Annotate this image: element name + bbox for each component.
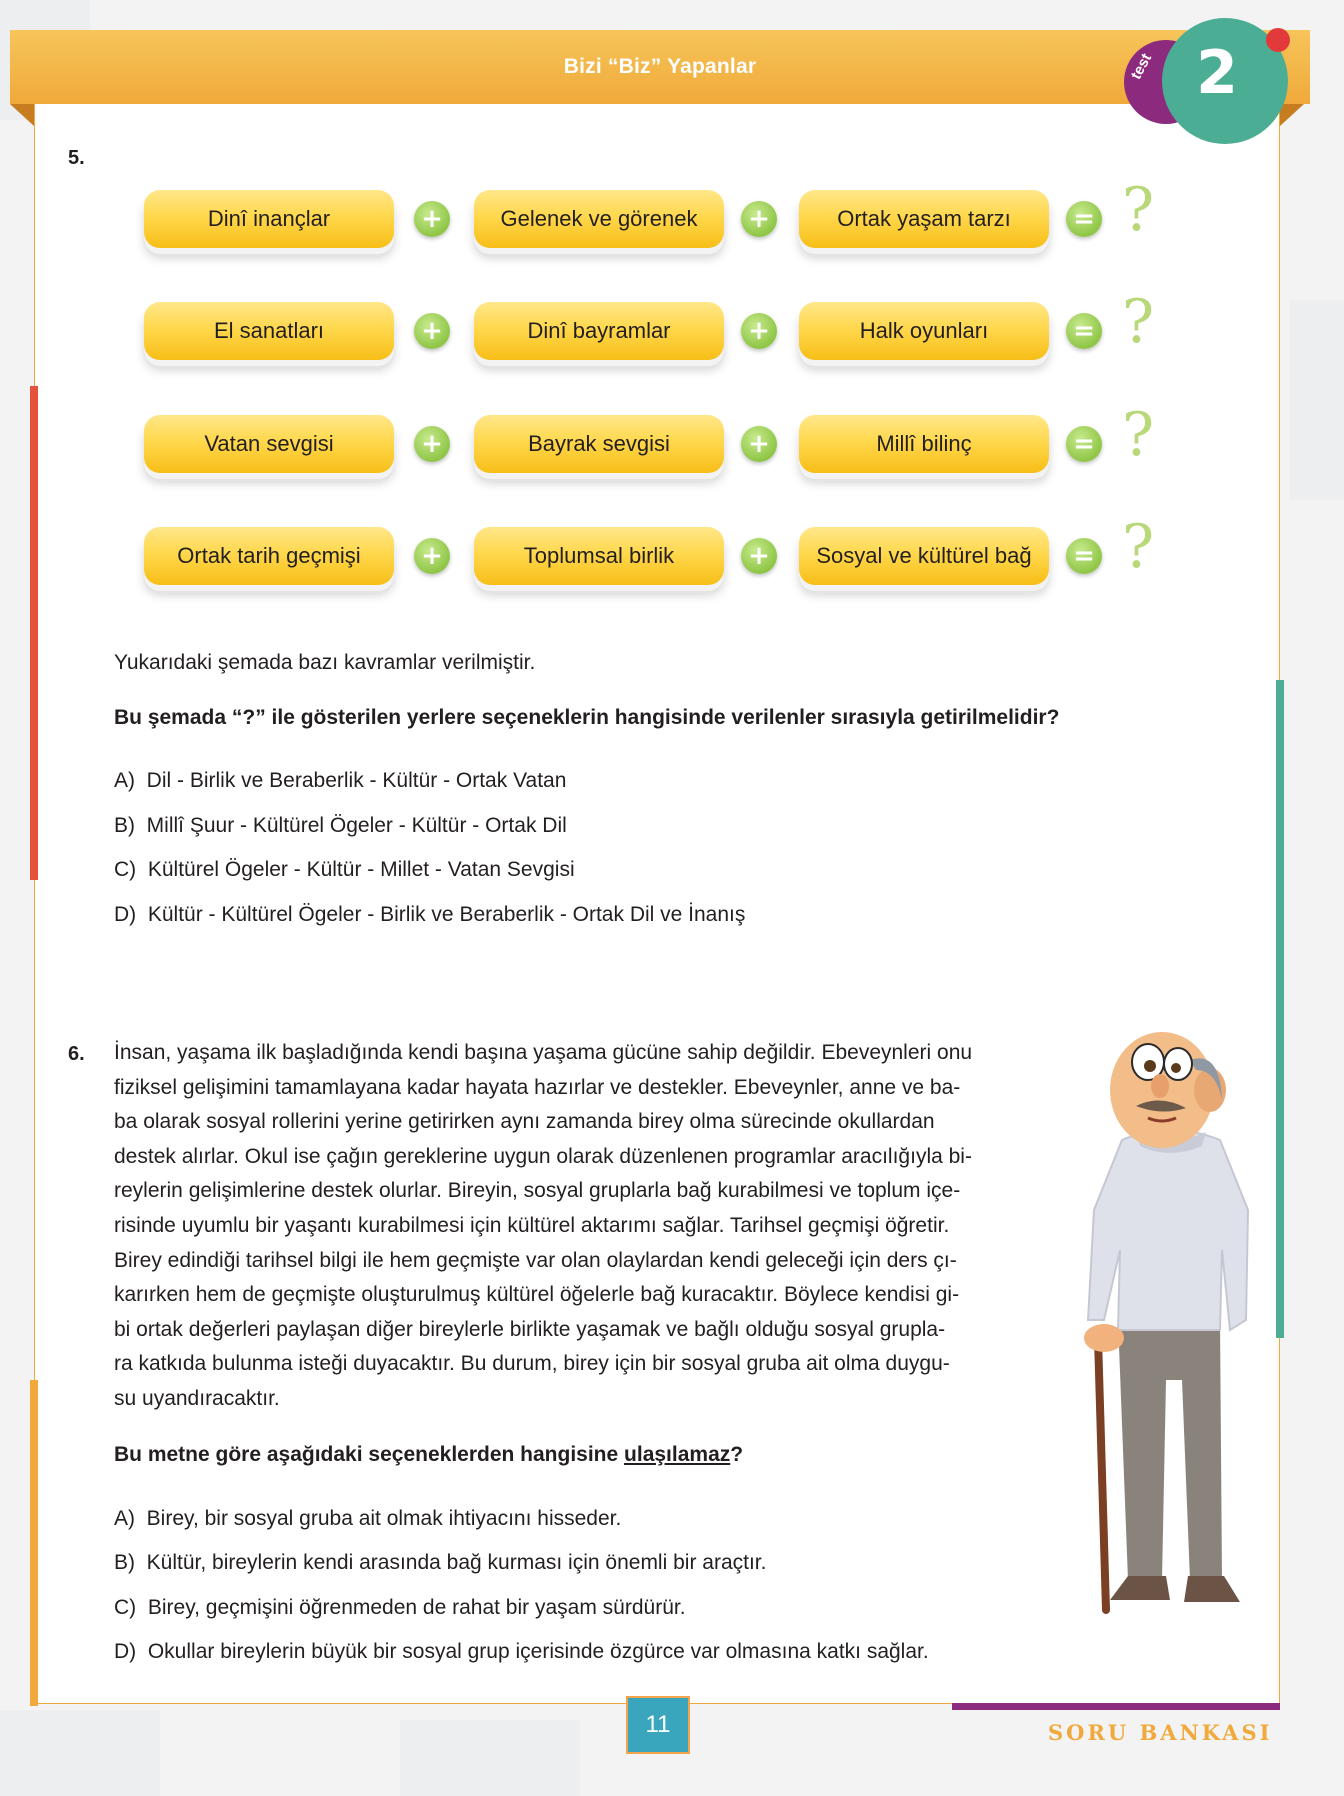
equals-icon: = [1066, 426, 1102, 462]
equals-icon: = [1066, 313, 1102, 349]
ribbon-fold-left [10, 104, 34, 126]
background-square [0, 1710, 160, 1796]
prompt-end: ? [730, 1443, 744, 1466]
test-label: test [1127, 50, 1156, 83]
passage-line: bi ortak değerleri paylaşan diğer bireylerle birlikte yaşamak ve bağlı olduğu sosyal grupla- [114, 1317, 946, 1341]
passage-line: karırken hem de geçmişte oluşturulmuş kültürel öğelerle bağ kuracaktır. Böylece kendisi gi- [114, 1283, 960, 1307]
question-6-option-c[interactable] [114, 1596, 686, 1620]
question-6-option-b[interactable] [114, 1551, 766, 1575]
prompt-underlined: ulaşılamaz [624, 1443, 731, 1466]
option-letter: D) [114, 1640, 137, 1663]
plus-icon: + [741, 426, 777, 462]
equals-icon: = [1066, 201, 1102, 237]
concept-pill: El sanatları [144, 302, 394, 360]
question-mark-icon: ? [1122, 175, 1155, 245]
concept-pill: Bayrak sevgisi [474, 415, 724, 473]
old-man-illustration-icon [1070, 1020, 1260, 1620]
red-dot-icon [1266, 28, 1290, 52]
passage-line: ba olarak sosyal rollerini yerine getirirken aynı zamanda birey olma sürecinde okullardan [114, 1110, 935, 1134]
question-5-prompt: Bu şemada “?” ile gösterilen yerlere seçeneklerin hangisinde verilenler sırasıyla getirilmelidir? [114, 706, 1060, 729]
plus-icon: + [741, 538, 777, 574]
left-orange-bar [30, 1380, 38, 1706]
question-5-option-c[interactable] [114, 858, 575, 882]
option-letter: A) [114, 1507, 135, 1530]
option-letter: B) [114, 1551, 135, 1574]
plus-icon: + [414, 313, 450, 349]
concept-pill: Ortak tarih geçmişi [144, 527, 394, 585]
passage-line: ra katkıda bulunma isteği duyacaktır. Bu durum, birey için bir sosyal gruba ait olma duygu- [114, 1352, 950, 1376]
passage-line: destek alırlar. Okul ise çağın gereklerine uygun olarak düzenlenen programlar aracılığıyla bi- [114, 1144, 972, 1168]
option-letter: C) [114, 858, 137, 881]
concept-pill: Gelenek ve görenek [474, 190, 724, 248]
plus-icon: + [414, 426, 450, 462]
passage-line: reylerin gelişimlerine destek olurlar. Bireyin, sosyal gruplarla bağ kurabilmesi ve toplum içe- [114, 1179, 961, 1203]
header-title: Bizi “Biz” Yapanlar [563, 55, 757, 78]
page-number: 11 [628, 1698, 688, 1752]
option-letter: A) [114, 769, 135, 792]
option-letter: D) [114, 903, 137, 926]
equals-icon: = [1066, 538, 1102, 574]
plus-icon: + [414, 201, 450, 237]
passage-line: İnsan, yaşama ilk başladığında kendi başına yaşama gücüne sahip değildir. Ebeveynleri onu [114, 1041, 973, 1064]
concept-pill: Toplumsal birlik [474, 527, 724, 585]
question-5-option-a[interactable] [114, 769, 566, 793]
test-number: 2 [1196, 38, 1238, 108]
question-5-number: 5. [68, 147, 85, 169]
concept-pill: Dinî bayramlar [474, 302, 724, 360]
question-6-passage [114, 1036, 1064, 1417]
concept-pill: Vatan sevgisi [144, 415, 394, 473]
question-mark-icon: ? [1122, 400, 1155, 470]
question-5-option-d[interactable] [114, 903, 745, 927]
question-6-number: 6. [68, 1043, 85, 1065]
option-text: Kültür - Kültürel Ögeler - Birlik ve Beraberlik - Ortak Dil ve İnanış [147, 903, 746, 926]
ribbon-fold-right [1280, 104, 1304, 126]
left-red-bar [30, 386, 38, 880]
concept-pill: Sosyal ve kültürel bağ [799, 527, 1049, 585]
option-letter: C) [114, 1596, 137, 1619]
footer-line [952, 1703, 1280, 1710]
option-text: Kültürel Ögeler - Kültür - Millet - Vatan Sevgisi [147, 858, 575, 881]
question-6-option-d[interactable] [114, 1640, 929, 1664]
question-5-intro: Yukarıdaki şemada bazı kavramlar verilmiştir. [114, 651, 536, 674]
concept-pill: Millî bilinç [799, 415, 1049, 473]
background-square [1290, 300, 1344, 500]
concept-pill: Ortak yaşam tarzı [799, 190, 1049, 248]
prompt-text: Bu metne göre aşağıdaki seçeneklerden hangisine [114, 1443, 625, 1466]
plus-icon: + [741, 313, 777, 349]
background-square [400, 1720, 580, 1796]
brand-label: SORU BANKASI [1048, 1720, 1273, 1745]
passage-line: risinde uyumlu bir yaşantı kurabilmesi için kültürel aktarımı sağlar. Tarihsel geçmişi öğretir. [114, 1213, 950, 1237]
passage-line: su uyandıracaktır. [114, 1386, 280, 1410]
passage-line: Birey edindiği tarihsel bilgi ile hem geçmişte var olan olaylardan kendi geleceği için ders çı- [114, 1248, 957, 1272]
passage-line: fiziksel gelişimini tamamlayana kadar hayata hazırlar ve destekler. Ebeveynler, anne ve ba- [114, 1075, 961, 1099]
concept-pill: Dinî inançlar [144, 190, 394, 248]
option-text: Dil - Birlik ve Beraberlik - Kültür - Ortak Vatan [146, 769, 567, 792]
option-text: Kültür, bireylerin kendi arasında bağ kurması için önemli bir araçtır. [146, 1551, 767, 1574]
option-letter: B) [114, 814, 135, 837]
question-5-option-b[interactable] [114, 814, 567, 838]
plus-icon: + [741, 201, 777, 237]
concept-pill: Halk oyunları [799, 302, 1049, 360]
right-green-bar [1276, 680, 1284, 1338]
option-text: Birey, bir sosyal gruba ait olmak ihtiyacını hisseder. [146, 1507, 622, 1530]
plus-icon: + [414, 538, 450, 574]
question-mark-icon: ? [1122, 287, 1155, 357]
question-6-option-a[interactable] [114, 1507, 621, 1531]
question-6-prompt [114, 1438, 743, 1473]
option-text: Okullar bireylerin büyük bir sosyal grup içerisinde özgürce var olmasına katkı sağlar. [147, 1640, 929, 1663]
question-mark-icon: ? [1122, 512, 1155, 582]
option-text: Birey, geçmişini öğrenmeden de rahat bir yaşam sürdürür. [147, 1596, 686, 1619]
option-text: Millî Şuur - Kültürel Ögeler - Kültür - Ortak Dil [146, 814, 567, 837]
